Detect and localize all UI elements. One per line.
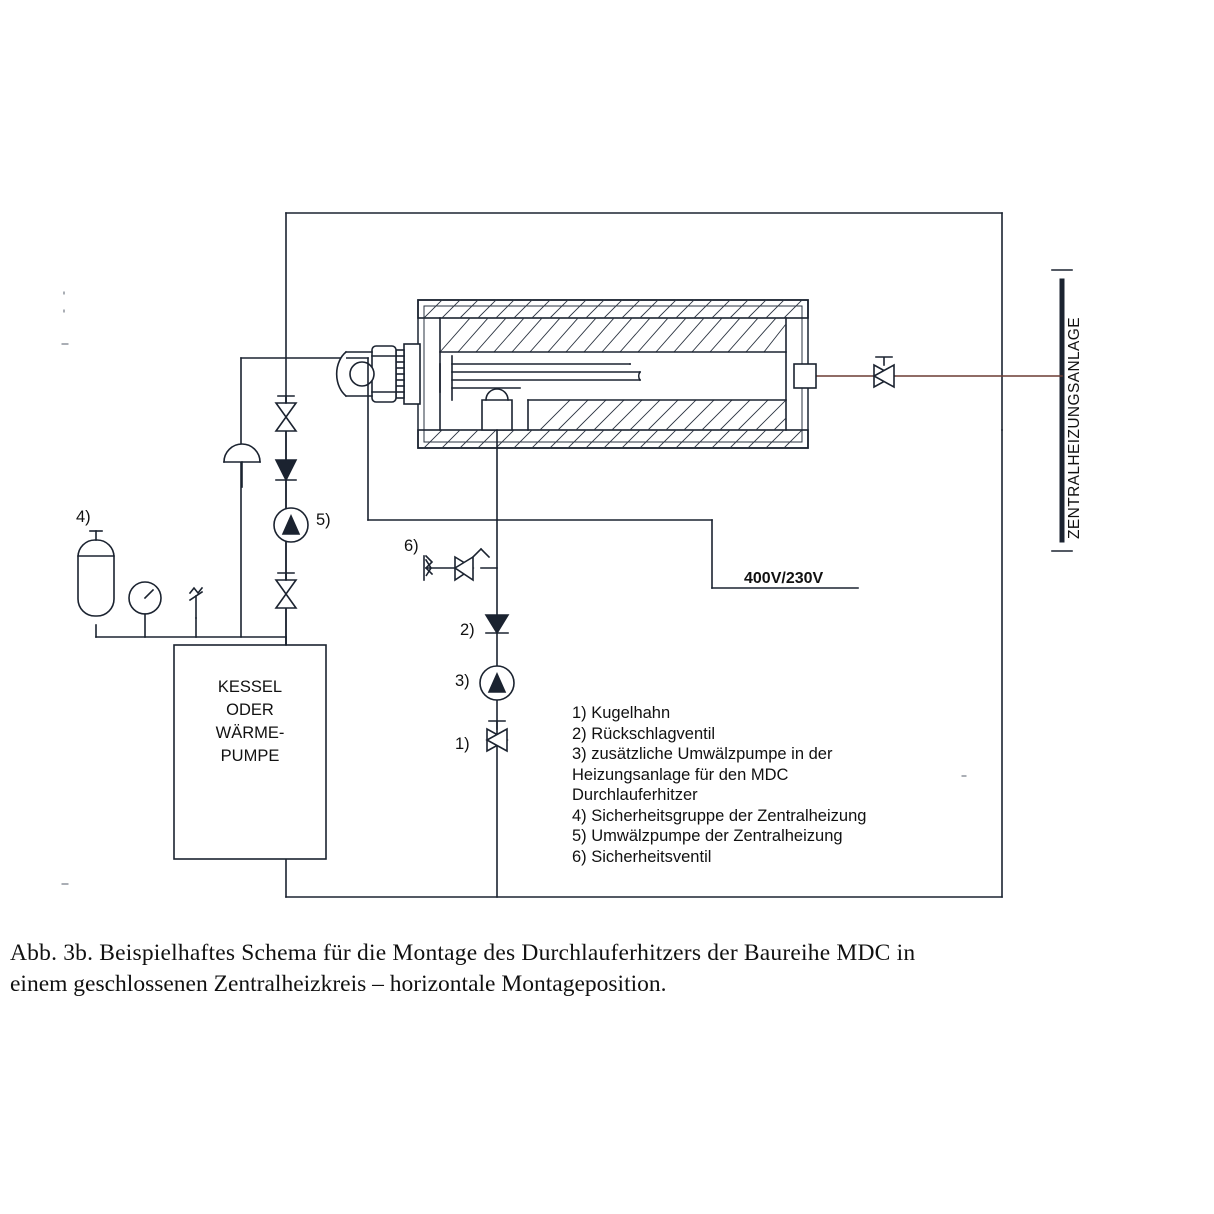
additional-pump-3 — [480, 666, 514, 700]
callout-3: 3) — [455, 672, 470, 690]
expansion-vessel — [78, 531, 114, 616]
flow-marker — [224, 444, 260, 487]
caption-line-1: Abb. 3b. Beispielhaftes Schema für die Montage des Durchlauferhitzers der Baureihe MDC in — [10, 940, 916, 966]
boiler-label-line-2: ODER — [226, 701, 274, 719]
circulation-pump-5 — [274, 508, 308, 542]
power-label: 400V/230V — [744, 570, 824, 587]
heater-unit — [337, 300, 816, 448]
safety-valve-small — [190, 588, 202, 618]
legend-item: 6) Sicherheitsventil — [572, 847, 712, 866]
check-valve-left — [276, 460, 296, 480]
ball-valve-outlet — [874, 357, 894, 387]
callout-1: 1) — [455, 735, 470, 753]
callout-4: 4) — [76, 508, 91, 526]
legend-item: Durchlauferhitzer — [572, 786, 698, 804]
boiler-label-line-1: KESSEL — [217, 678, 283, 696]
boiler-label — [176, 676, 324, 768]
boiler-label-line-4: PUMPE — [220, 747, 280, 765]
legend-item: 2) Rückschlagventil — [572, 724, 716, 743]
legend-item: 1) Kugelhahn — [572, 704, 671, 722]
boiler-label-line-3: WÄRME- — [215, 724, 285, 742]
caption-line-2: einem geschlossenen Zentralheizkreis – horizontale Montageposition. — [10, 971, 667, 997]
legend-item: Heizungsanlage für den MDC — [572, 765, 789, 784]
pressure-gauge — [129, 582, 161, 637]
legend-item: 3) zusätzliche Umwälzpumpe in der — [572, 745, 833, 763]
heater-outlet-nozzle — [794, 364, 816, 388]
gate-valve-upper-left — [276, 396, 296, 431]
callout-2: 2) — [460, 621, 475, 639]
safety-valve-6 — [424, 549, 497, 580]
heating-system-label: ZENTRALHEIZUNGSANLAGE — [1066, 317, 1083, 539]
callout-6: 6) — [404, 537, 419, 555]
legend — [572, 703, 972, 867]
legend-item: 4) Sicherheitsgruppe der Zentralheizung — [572, 806, 867, 825]
gate-valve-lower-left — [276, 573, 296, 608]
check-valve-2 — [486, 615, 508, 633]
heater-head-flange — [337, 344, 420, 404]
callout-5: 5) — [316, 511, 331, 529]
figure-caption — [10, 938, 1206, 1000]
legend-item: 5) Umwälzpumpe der Zentralheizung — [572, 827, 843, 845]
